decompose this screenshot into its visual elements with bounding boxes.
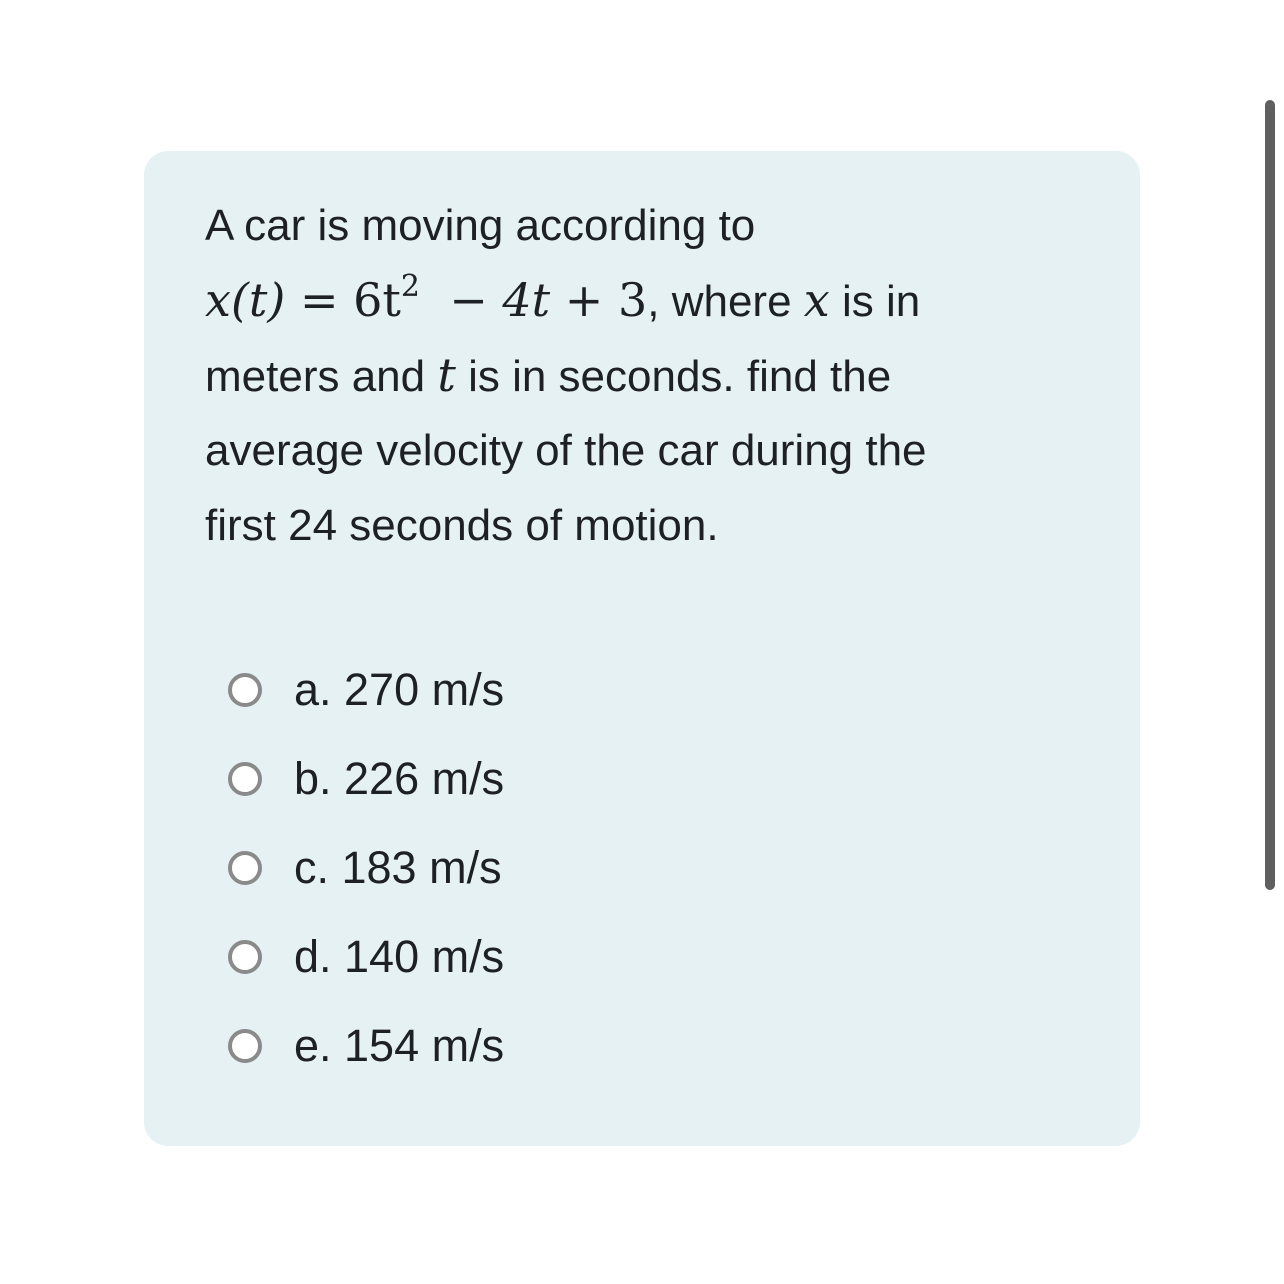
radio-button-a[interactable] <box>228 673 262 707</box>
question-line-equation <box>205 263 1085 338</box>
option-c-label[interactable]: c. 183 m/s <box>294 841 502 893</box>
question-line-5: first 24 seconds of motion. <box>205 501 719 550</box>
question-line-3 <box>205 338 1085 413</box>
question-text <box>205 188 1085 563</box>
line3-post: is in seconds. find the <box>455 352 892 401</box>
radio-button-e[interactable] <box>228 1029 262 1063</box>
option-a-label[interactable]: a. 270 m/s <box>294 663 505 715</box>
option-b[interactable] <box>228 734 928 823</box>
equation <box>205 269 648 327</box>
option-a[interactable] <box>228 645 928 734</box>
radio-button-c[interactable] <box>228 851 262 885</box>
vertical-scrollbar[interactable] <box>1265 100 1275 890</box>
equation-minus: − <box>449 273 488 327</box>
variable-x: x <box>803 273 830 327</box>
equation-plus: + <box>564 273 604 327</box>
option-d[interactable] <box>228 912 928 1001</box>
equation-coefficient: 6t <box>353 273 401 327</box>
option-d-label[interactable]: d. 140 m/s <box>294 930 505 982</box>
equation-constant: 3 <box>617 273 648 327</box>
option-b-label[interactable]: b. 226 m/s <box>294 752 505 804</box>
option-e[interactable] <box>228 1001 928 1090</box>
equation-lhs: x(t) <box>205 273 286 327</box>
equation-term2: 4t <box>502 273 551 327</box>
question-line-4: average velocity of the car during the <box>205 426 927 475</box>
equation-equals: = <box>299 273 339 327</box>
radio-button-b[interactable] <box>228 762 262 796</box>
radio-button-d[interactable] <box>228 940 262 974</box>
question-line-1: A car is moving according to <box>205 201 756 250</box>
equation-trail: , where <box>647 277 804 326</box>
variable-t: t <box>437 348 456 402</box>
equation-exponent: 2 <box>400 269 420 304</box>
option-c[interactable] <box>228 823 928 912</box>
line3-pre: meters and <box>205 352 438 401</box>
answer-options <box>228 645 928 1090</box>
equation-tail: is in <box>829 277 921 326</box>
option-e-label[interactable]: e. 154 m/s <box>294 1019 505 1071</box>
